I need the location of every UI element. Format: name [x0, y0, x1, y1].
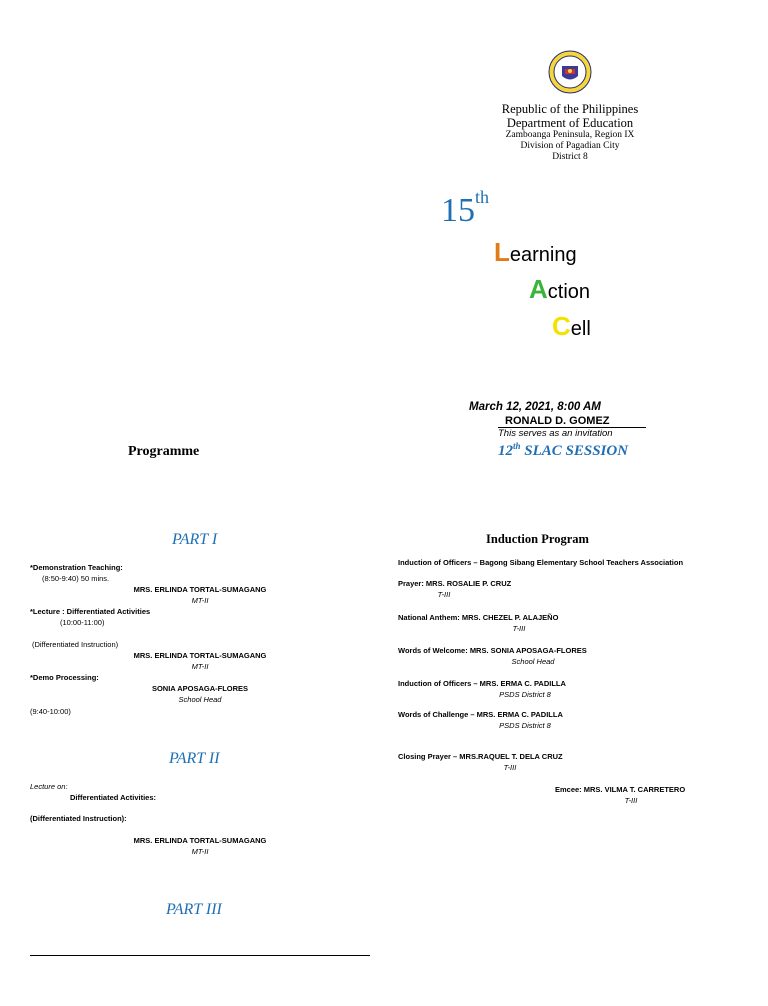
processing-position: School Head — [178, 695, 222, 704]
event-date: March 12, 2021, 8:00 AM — [469, 401, 601, 413]
demo-time: (8:50-9:40) 50 mins. — [42, 574, 110, 583]
lac-rest-a: ction — [547, 281, 591, 303]
session-title — [498, 441, 628, 460]
anniversary-suffix: th — [475, 186, 490, 207]
session-suffix: th — [513, 441, 521, 451]
demo-position: MT-II — [191, 596, 209, 605]
invitation-note: This serves as an invitation — [498, 428, 613, 439]
part-1-heading: PART I — [172, 531, 218, 548]
demo-label: *Demonstration Teaching: — [30, 563, 123, 572]
lac-rest-l: earning — [509, 244, 577, 266]
agency-header — [460, 102, 680, 163]
induction-item-2: Prayer: MRS. ROSALIE P. CRUZ — [398, 579, 512, 588]
di-position: MT-II — [191, 662, 209, 671]
induction-item-7: Closing Prayer – MRS.RAQUEL T. DELA CRUZ — [398, 752, 563, 761]
deped-seal-icon — [548, 50, 592, 94]
induction-item-3: National Anthem: MRS. CHEZEL P. ALAJEÑO — [398, 613, 559, 622]
induction-item-2-sub: T-III — [437, 590, 451, 599]
header-line-1: Republic of the Philippines — [501, 102, 639, 116]
lac-cap-l: L — [494, 237, 510, 267]
part-2-heading: PART II — [169, 750, 220, 767]
demo-presenter: MRS. ERLINDA TORTAL-SUMAGANG — [133, 585, 267, 594]
lac-word-learning — [494, 237, 577, 268]
programme-title: Programme — [128, 444, 200, 459]
part2-presenter: MRS. ERLINDA TORTAL-SUMAGANG — [133, 836, 267, 845]
processing-time: (9:40-10:00) — [30, 707, 71, 716]
induction-item-5: Induction of Officers – MRS. ERMA C. PADILLA — [398, 679, 566, 688]
part-3-heading: PART III — [166, 901, 222, 918]
header-line-5: District 8 — [552, 152, 588, 162]
emcee-position: T-III — [624, 796, 638, 805]
induction-item-4-sub: School Head — [511, 657, 555, 666]
induction-item-4: Words of Welcome: MRS. SONIA APOSAGA-FLORES — [398, 646, 587, 655]
induction-item-6-sub: PSDS District 8 — [499, 721, 551, 730]
header-line-4: Division of Pagadian City — [520, 141, 620, 151]
processing-presenter: SONIA APOSAGA-FLORES — [151, 684, 249, 693]
lac-cap-c: C — [552, 311, 571, 341]
part2-di-label: (Differentiated Instruction): — [30, 814, 127, 823]
induction-item-7-sub: T-III — [503, 763, 517, 772]
di-presenter: MRS. ERLINDA TORTAL-SUMAGANG — [133, 651, 267, 660]
lac-rest-c: ell — [570, 318, 591, 340]
lac-word-action — [529, 274, 590, 305]
header-line-3: Zamboanga Peninsula, Region IX — [505, 130, 635, 140]
induction-title: Induction Program — [486, 532, 589, 546]
header-line-2: Department of Education — [506, 116, 634, 130]
part2-position: MT-II — [191, 847, 209, 856]
di-label: (Differentiated Instruction) — [32, 640, 119, 649]
bottom-rule — [30, 955, 370, 956]
lecture-label: *Lecture : Differentiated Activities — [30, 607, 151, 616]
session-text: SLAC SESSION — [520, 443, 629, 459]
anniversary-digits: 15 — [441, 192, 475, 229]
induction-item-1: Induction of Officers – Bagong Sibang Elementary School Teachers Association — [398, 558, 684, 567]
lac-cap-a: A — [529, 274, 548, 304]
induction-item-3-sub: T-III — [512, 624, 526, 633]
processing-label: *Demo Processing: — [30, 673, 99, 682]
session-number: 12 — [498, 443, 513, 459]
induction-item-5-sub: PSDS District 8 — [499, 690, 551, 699]
induction-item-6: Words of Challenge – MRS. ERMA C. PADILLA — [398, 710, 563, 719]
lecture-on-label: Lecture on: — [30, 782, 68, 791]
emcee-name: Emcee: MRS. VILMA T. CARRETERO — [555, 785, 686, 794]
lac-word-cell — [552, 311, 591, 342]
lecture-time: (10:00-11:00) — [60, 618, 105, 627]
anniversary-number — [441, 186, 490, 230]
speaker-name: RONALD D. GOMEZ — [505, 415, 610, 427]
da-label: Differentiated Activities: — [70, 793, 156, 802]
